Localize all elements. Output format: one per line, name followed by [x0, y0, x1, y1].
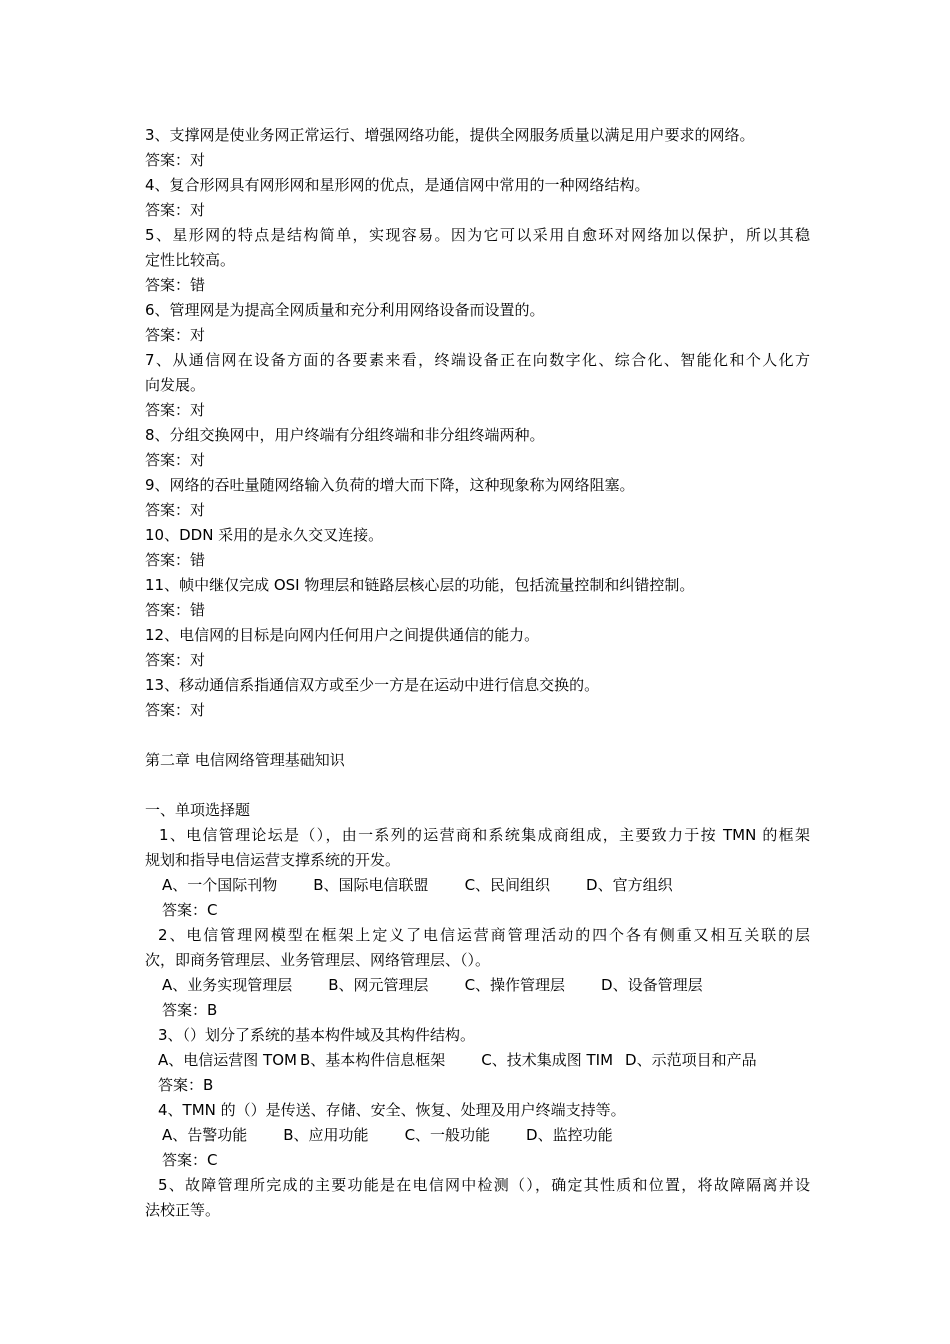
mc-answer-text: 答案：C: [162, 901, 218, 919]
answer-text: 答案：对: [145, 401, 206, 419]
option-d: D、设备管理层: [601, 976, 703, 994]
chapter-title: 第二章 电信网络管理基础知识: [145, 751, 345, 769]
answer-text: 答案：对: [145, 501, 206, 519]
answer-text: 答案：对: [145, 451, 206, 469]
option-d: D、官方组织: [586, 876, 673, 894]
document-body: [145, 123, 810, 1223]
mc-question-text: 2、电信管理网模型在框架上定义了电信运营商管理活动的四个各有侧重又相互关联的层: [158, 926, 810, 944]
answer-text: 答案：对: [145, 701, 206, 719]
question-text-cont: 定性比较高。: [145, 251, 236, 269]
option-d: D、示范项目和产品: [625, 1051, 757, 1069]
answer-text: 答案：对: [145, 201, 206, 219]
mc-question-text-cont: 次，即商务管理层、业务管理层、网络管理层、（）。: [145, 951, 491, 969]
option-b: B、基本构件信息框架: [299, 1051, 446, 1069]
question-text: 3、支撑网是使业务网正常运行、增强网络功能，提供全网服务质量以满足用户要求的网络。: [145, 126, 755, 144]
question-text: 8、分组交换网中，用户终端有分组终端和非分组终端两种。: [145, 426, 545, 444]
question-text: 13、移动通信系指通信双方或至少一方是在运动中进行信息交换的。: [145, 676, 600, 694]
option-a: A、一个国际刊物: [162, 876, 278, 894]
question-text: 4、复合形网具有网形网和星形网的优点，是通信网中常用的一种网络结构。: [145, 176, 650, 194]
option-c: C、民间组织: [464, 876, 551, 894]
option-row: [145, 973, 810, 998]
answer-text: 答案：错: [145, 551, 206, 569]
question-text: 12、电信网的目标是向网内任何用户之间提供通信的能力。: [145, 626, 540, 644]
mc-question-text: 4、TMN 的（）是传送、存储、安全、恢复、处理及用户终端支持等。: [158, 1101, 626, 1119]
option-b: B、应用功能: [283, 1126, 369, 1144]
answer-text: 答案：对: [145, 151, 206, 169]
blank-line: [145, 723, 810, 748]
answer-text: 答案：对: [145, 651, 206, 669]
mc-question-text-cont: 规划和指导电信运营支撑系统的开发。: [145, 851, 401, 869]
mc-answer-text: 答案：B: [162, 1001, 218, 1019]
option-c: C、操作管理层: [464, 976, 566, 994]
question-text: 6、管理网是为提高全网质量和充分利用网络设备而设置的。: [145, 301, 545, 319]
question-text: 10、DDN 采用的是永久交叉连接。: [145, 526, 384, 544]
blank-line: [145, 773, 810, 798]
option-c: C、技术集成图 TIM: [481, 1051, 614, 1069]
answer-text: 答案：对: [145, 326, 206, 344]
answer-text: 答案：错: [145, 601, 206, 619]
option-a: A、告警功能: [162, 1126, 248, 1144]
mc-question-text: 1、电信管理论坛是（），由一系列的运营商和系统集成商组成，主要致力于按 TMN 的框架: [159, 826, 810, 844]
mc-answer-text: 答案：B: [158, 1076, 214, 1094]
mc-answer-text: 答案：C: [162, 1151, 218, 1169]
question-text-cont: 向发展。: [145, 376, 206, 394]
option-row: [145, 1123, 810, 1148]
question-text: 5、星形网的特点是结构简单，实现容易。因为它可以采用自愈环对网络加以保护，所以其稳: [145, 226, 810, 244]
option-d: D、监控功能: [526, 1126, 613, 1144]
option-row: [145, 1048, 810, 1073]
option-b: B、网元管理层: [328, 976, 429, 994]
question-text: 7、从通信网在设备方面的各要素来看，终端设备正在向数字化、综合化、智能化和个人化方: [145, 351, 810, 369]
question-text: 9、网络的吞吐量随网络输入负荷的增大而下降，这种现象称为网络阻塞。: [145, 476, 635, 494]
section-title: 一、单项选择题: [145, 801, 251, 819]
option-a: A、电信运营图 TOM: [158, 1051, 297, 1069]
mc-question-text: 3、（）划分了系统的基本构件域及其构件结构。: [158, 1026, 476, 1044]
question-text: 11、帧中继仅完成 OSI 物理层和链路层核心层的功能，包括流量控制和纠错控制。: [145, 576, 695, 594]
option-b: B、国际电信联盟: [313, 876, 429, 894]
option-c: C、一般功能: [404, 1126, 491, 1144]
option-a: A、业务实现管理层: [162, 976, 293, 994]
option-row: [145, 873, 810, 898]
mc-question-text-cont: 法校正等。: [145, 1201, 221, 1219]
answer-text: 答案：错: [145, 276, 206, 294]
mc-question-text: 5、故障管理所完成的主要功能是在电信网中检测（），确定其性质和位置，将故障隔离并设: [158, 1176, 810, 1194]
